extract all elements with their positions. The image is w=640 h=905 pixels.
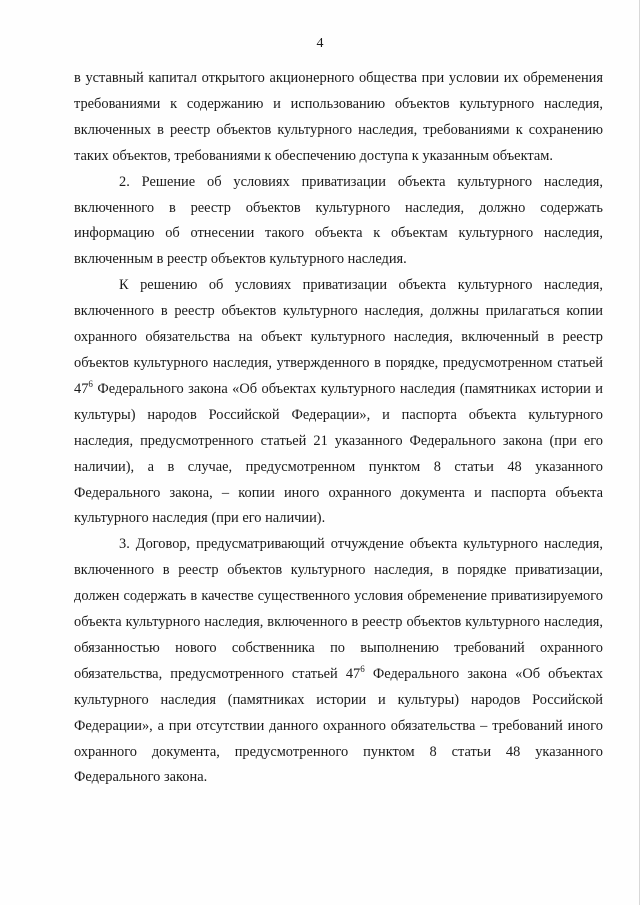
article-superscript: 6 xyxy=(360,663,365,674)
paragraph-attachments xyxy=(74,273,603,532)
paragraph-2: 2. Решение об условиях приватизации объекта культурного наследия, включенного в реестр объектов культурного наследия, должно содержать информацию об отнесении такого объекта к объектам культурного наследия, включенным в реестр объектов культурного наследия. xyxy=(74,173,603,268)
paragraph-attachments-part2: Федерального закона «Об объектах культурного наследия (памятниках истории и культуры) народов Российской Федерации», и паспорта объекта культурного наследия, предусмотренного статьей 21 указанного Федерального закона (при его наличии), а в случае, предусмотренном пунктом 8 статьи 48 указанного Федерального закона, – копии иного охранного документа и паспорта объекта культурного наследия (при его наличии). xyxy=(74,380,603,527)
paragraph-3 xyxy=(74,532,603,791)
page-number: 4 xyxy=(316,36,324,51)
body-text xyxy=(74,66,603,791)
paragraph-3-part2: Федерального закона «Об объектах культурного наследия (памятниках истории и культуры) народов Российской Федерации», а при отсутствии данного охранного обязательства – требований иного охранного документа, предусмотренного пунктом 8 статьи 48 указанного Федерального закона. xyxy=(74,665,603,786)
article-superscript: 6 xyxy=(88,378,93,389)
paragraph-attachments-part1: К решению об условиях приватизации объекта культурного наследия, включенного в реестр объектов культурного наследия, должны прилагаться копии охранного обязательства на объект культурного наследия, включенный в реестр объектов культурного наследия, утвержденного в порядке, предусмотренном статьей 47 xyxy=(74,277,603,397)
paragraph-continuation: в уставный капитал открытого акционерного общества при условии их обременения требованиями к содержанию и использованию объектов культурного наследия, включенных в реестр объектов культурного наследия, требованиями к сохранению таких объектов, требованиями к обеспечению доступа к указанным объектам. xyxy=(74,70,603,164)
paragraph-3-part1: 3. Договор, предусматривающий отчуждение объекта культурного наследия, включенного в реестр объектов культурного наследия, в порядке приватизации, должен содержать в качестве существенного условия обременение приватизируемого объекта культурного наследия, включенного в реестр объектов культурного наследия, обязанностью нового собственника по выполнению требований охранного обязательства, предусмотренного статьей 47 xyxy=(74,536,603,682)
